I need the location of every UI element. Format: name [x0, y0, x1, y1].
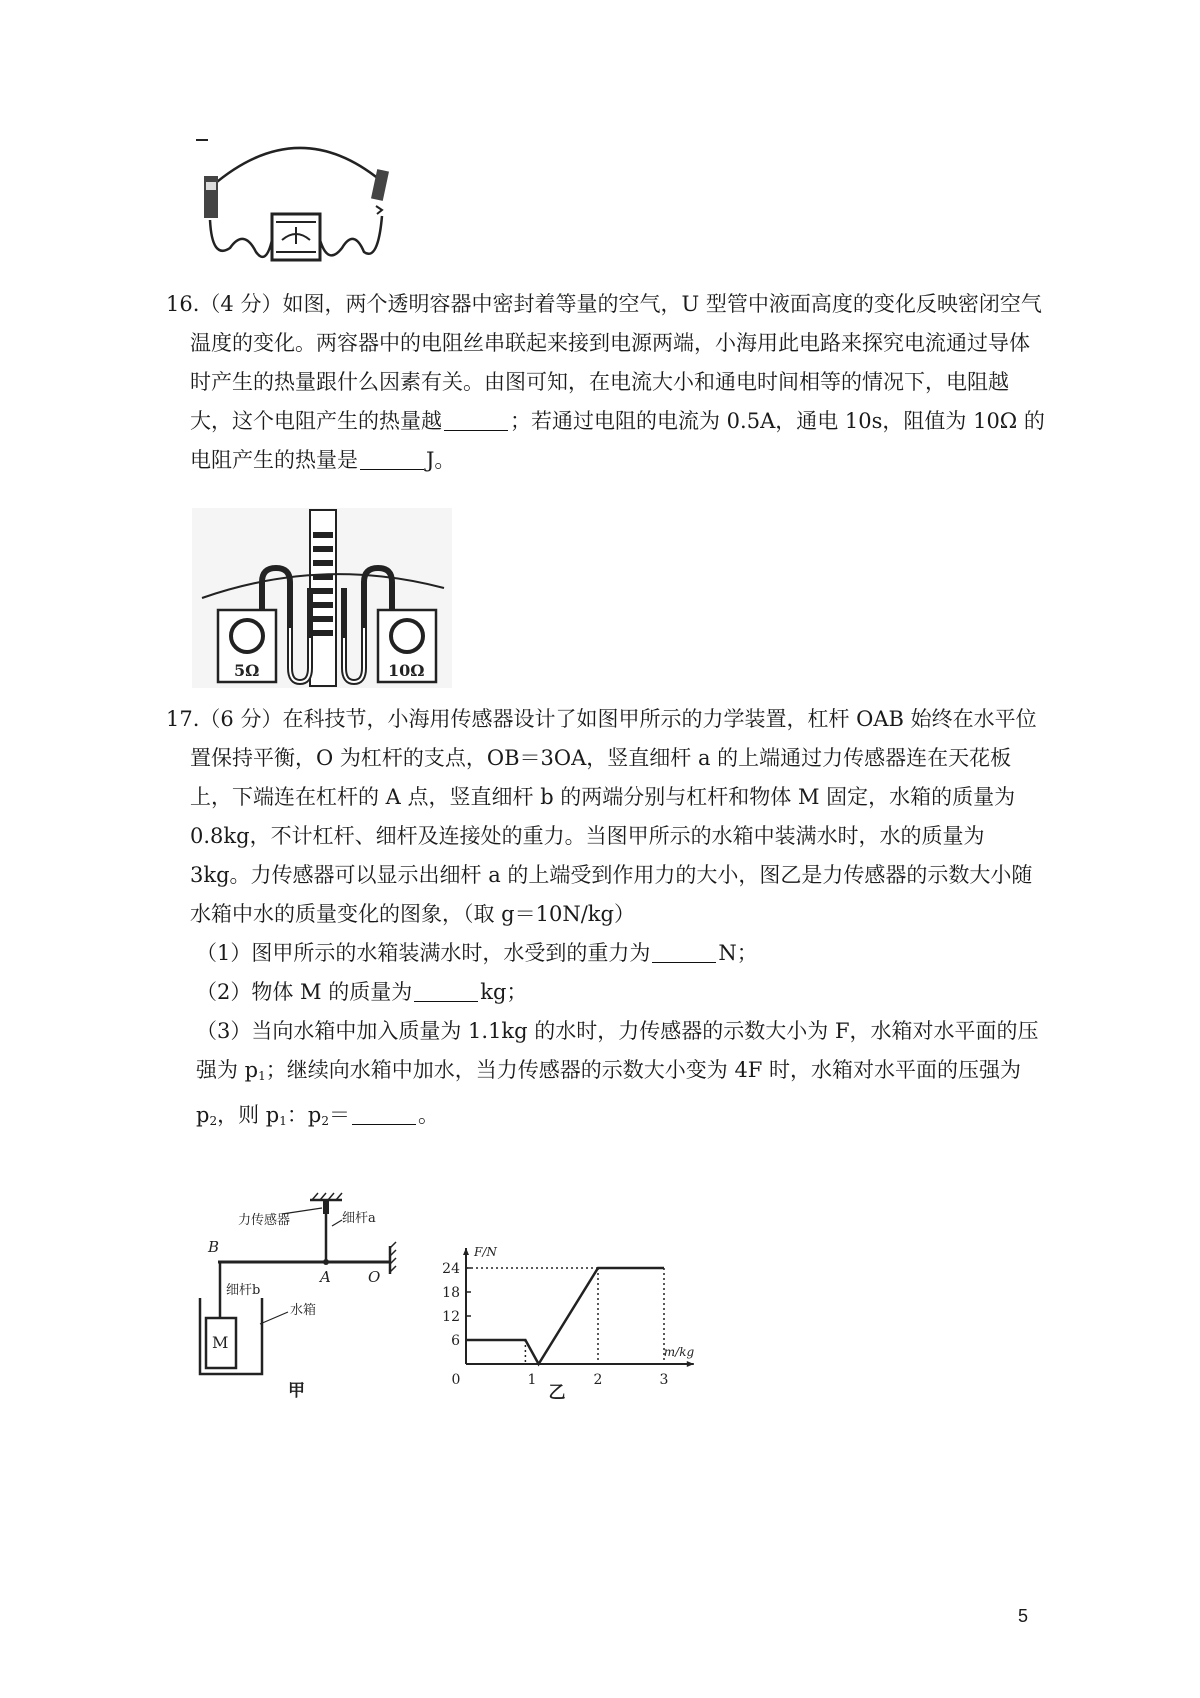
subscript: 1 [279, 1114, 287, 1128]
resistor-label-5ohm: 5Ω [234, 661, 260, 680]
sub-question-text: （1）图甲所示的水箱装满水时，水受到的重力为 [196, 941, 651, 965]
x-tick-label: 2 [593, 1372, 603, 1388]
resistor-label-10ohm: 10Ω [388, 661, 425, 680]
x-axis-arrow [687, 1361, 694, 1367]
joule-heating-figure [192, 508, 452, 688]
series-line [466, 1268, 664, 1364]
circuit-figure-top [192, 128, 402, 268]
subscript: 1 [258, 1069, 266, 1083]
question-text: 如图，两个透明容器中密封着等量的空气，U 型管中液面高度的变化反映密闭空气温度的变化。两容器中的电阻丝串联起来接到电源两端，小海用此电路来探究电流通过导体时产生的热量跟什么因素有关。由图可知，在电流大小和通电时间相等的情况下，电阻越大，这个电阻产生的热量越 [190, 292, 1042, 433]
figure-caption-yi: 乙 [548, 1383, 566, 1402]
label-A: A [320, 1268, 331, 1286]
sub-question-text: （2）物体 M 的质量为 [196, 980, 413, 1004]
label-O: O [368, 1268, 381, 1286]
sub-question-1 [190, 934, 1050, 973]
answer-blank[interactable] [414, 979, 478, 1002]
question-number: 16. [166, 292, 200, 316]
sub-question-text: 。 [417, 1103, 439, 1127]
sub-question-text: kg； [480, 980, 528, 1004]
y-tick-label: 24 [442, 1261, 460, 1277]
sub-question-text: ；继续向水箱中加水，当力传感器的示数大小变为 4F 时，水箱对水平面的压强为 p [196, 1058, 1022, 1127]
label-B: B [208, 1238, 220, 1256]
question-text: ；若通过电阻的电流为 0.5A，通电 10s，阻值为 10Ω 的电阻产生的热量是 [190, 409, 1045, 472]
sub-question-3 [190, 1012, 1050, 1141]
label-rod-b: 细杆b [226, 1283, 261, 1298]
sub-question-text: （3）当向水箱中加入质量为 1.1kg 的水时，力传感器的示数大小为 F，水箱对水平面的压强为 p [196, 1019, 1039, 1082]
label-rod-a: 细杆a [342, 1211, 376, 1226]
page-number: 5 [1018, 1606, 1029, 1626]
answer-blank[interactable] [360, 447, 424, 470]
answer-blank[interactable] [652, 940, 716, 963]
answer-blank[interactable] [352, 1102, 416, 1125]
subscript: 2 [209, 1114, 218, 1128]
question-score: （4 分） [199, 292, 283, 316]
force-mass-graph [436, 1222, 706, 1402]
y-tick-label: 18 [442, 1285, 460, 1301]
answer-blank[interactable] [444, 408, 508, 431]
question-17 [166, 700, 1050, 1141]
sub-question-2 [190, 973, 1050, 1012]
x-tick-label: 3 [659, 1372, 669, 1388]
question-number: 17. [166, 707, 200, 731]
y-tick-label: 6 [451, 1333, 460, 1349]
x-tick-label: 0 [451, 1372, 461, 1388]
label-sensor: 力传感器 [238, 1213, 291, 1228]
question-text: J。 [426, 448, 456, 472]
y-axis-label: F/N [474, 1245, 497, 1259]
figure-caption-jia: 甲 [288, 1381, 305, 1400]
question-score: （6 分） [199, 707, 283, 731]
sub-question-text: ＝ [328, 1103, 350, 1127]
subscript: 2 [321, 1114, 329, 1128]
sub-question-text: N； [718, 941, 758, 965]
sub-question-text: ：p [286, 1103, 322, 1127]
label-tank: 水箱 [290, 1303, 317, 1318]
sub-question-text: ，则 p [217, 1103, 280, 1127]
question-text: 在科技节，小海用传感器设计了如图甲所示的力学装置，杠杆 OAB 始终在水平位置保持平衡，O 为杠杆的支点，OB＝3OA，竖直细杆 a 的上端通过力传感器连在天花板上，下端连在杠杆的 A 点，竖直细杆 b 的两端分别与杠杆和物体 M 固定，水箱的质量为 0.8kg，不计杠杆、细杆及连接处的重力。当图甲所示的水箱中装满水时，水的质量为 3kg。力传感器可以显示出细杆 a 的上端受到作用力的大小，图乙是力传感器的示数大小随水箱中水的质量变化的图象，（取 g＝10N/kg） [190, 707, 1037, 926]
x-tick-label: 1 [527, 1372, 537, 1388]
question-16 [166, 285, 1050, 480]
label-M: M [212, 1333, 229, 1352]
x-axis-label: m/kg [663, 1345, 695, 1359]
y-axis-arrow [463, 1248, 469, 1255]
lever-apparatus-figure [192, 1190, 422, 1400]
y-tick-label: 12 [442, 1309, 460, 1325]
